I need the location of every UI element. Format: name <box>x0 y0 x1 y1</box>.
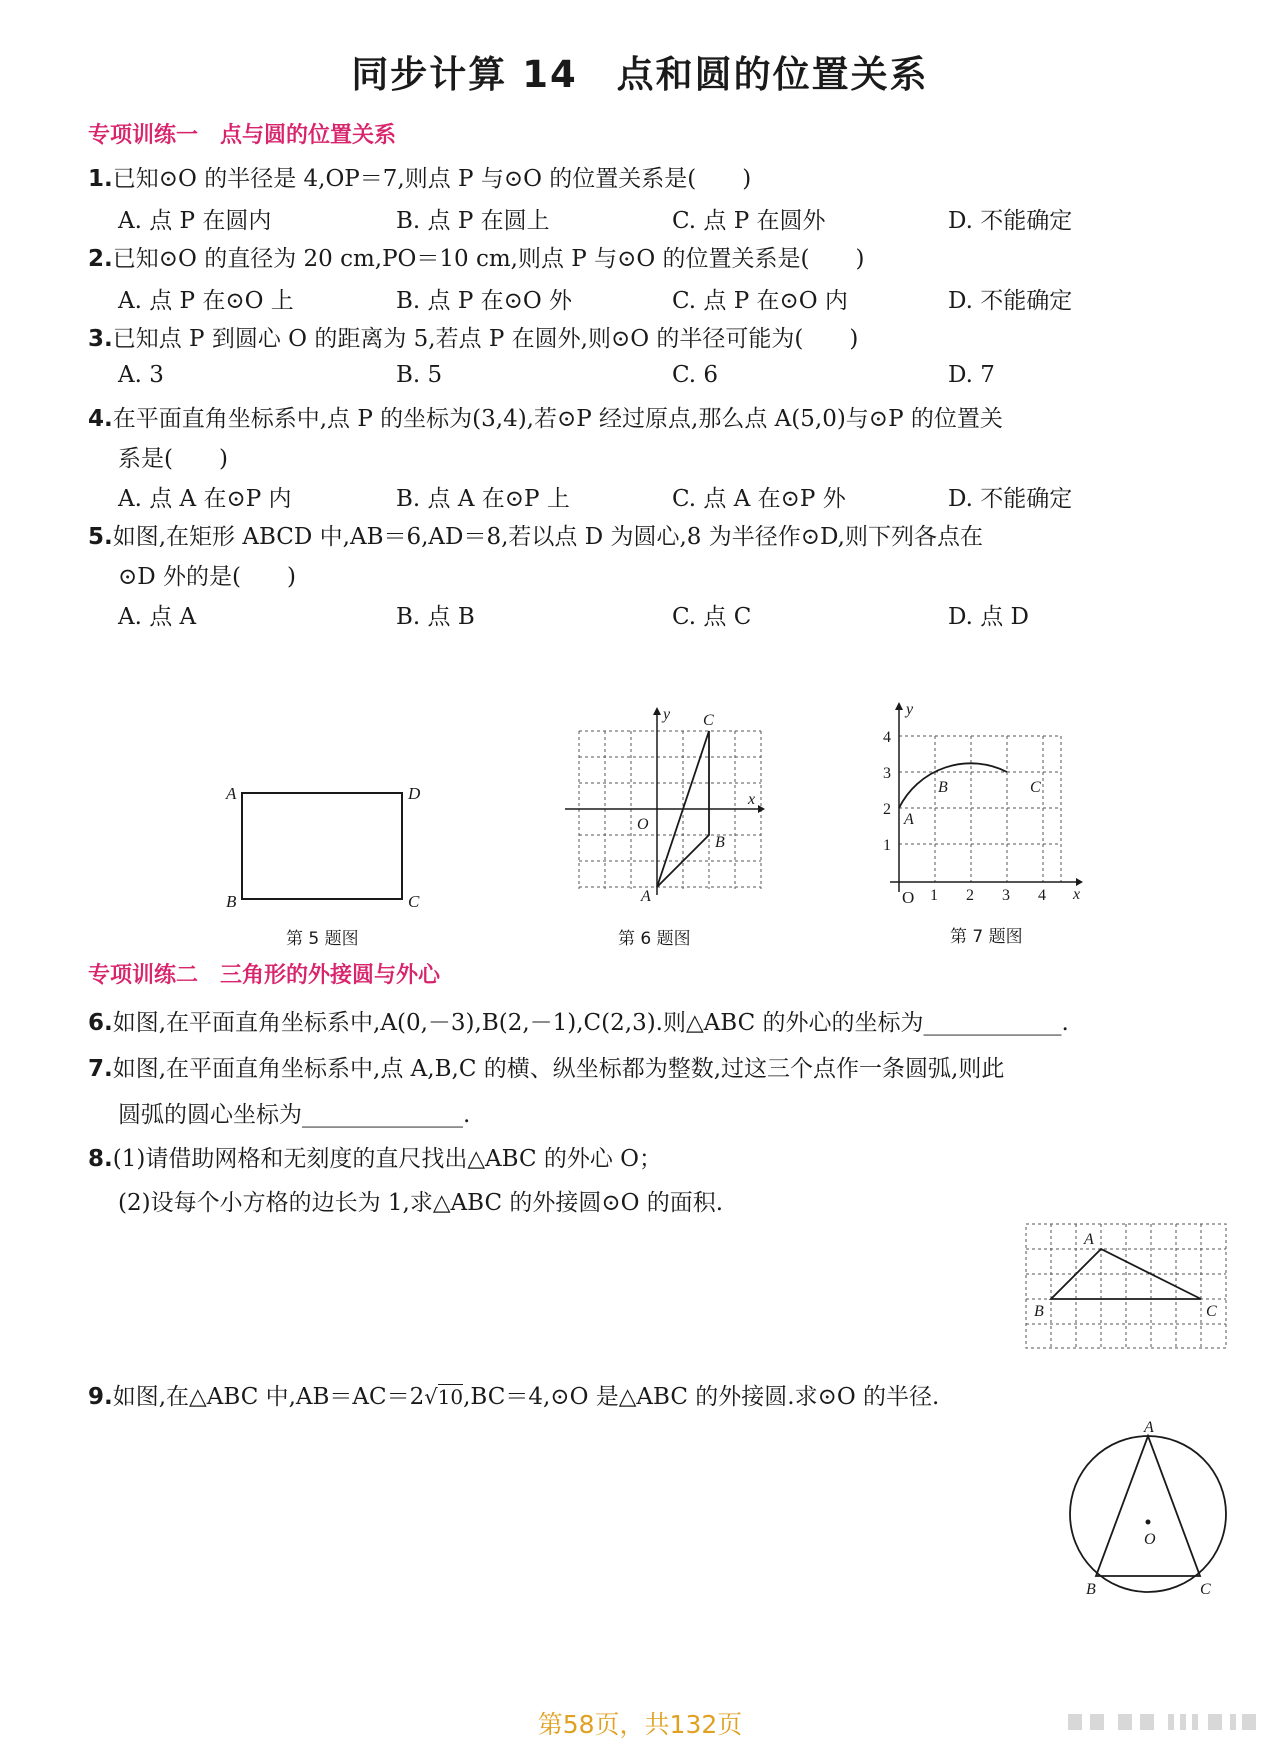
figure-5-rectangle <box>220 775 440 915</box>
option-a: A. 3 <box>118 362 164 388</box>
center-point <box>1146 1520 1151 1525</box>
option-d: D. 点 D <box>948 604 1029 630</box>
x-tick-1: 1 <box>930 887 938 904</box>
sqrt-radicand: 10 <box>437 1385 464 1409</box>
option-b: B. 点 P 在圆上 <box>396 208 550 234</box>
option-b: B. 点 B <box>396 604 475 630</box>
option-c: C. 点 A 在⊙P 外 <box>672 486 846 512</box>
question-3 <box>88 320 858 353</box>
question-number: 8. <box>88 1146 113 1172</box>
figure-8-grid <box>1020 1220 1230 1354</box>
question-4 <box>88 400 1003 433</box>
question-7-continued: 圆弧的圆心坐标为______________. <box>118 1102 471 1128</box>
label-a: A <box>641 888 651 905</box>
question-1 <box>88 160 751 193</box>
label-a: A <box>1084 1231 1094 1248</box>
question-text: 已知⊙O 的直径为 20 cm,PO＝10 cm,则点 P 与⊙O 的位置关系是( ) <box>112 246 865 272</box>
label-c: C <box>408 892 420 911</box>
figure-7-grid <box>880 700 1090 910</box>
question-text: 如图,在矩形 ABCD 中,AB＝6,AD＝8,若以点 D 为圆心,8 为半径作⊙D,则下列各点在 <box>112 524 983 550</box>
label-b: B <box>715 834 725 851</box>
label-x: x <box>748 791 756 808</box>
label-c: C <box>1200 1581 1211 1598</box>
question-number: 3. <box>88 326 113 352</box>
section-heading-2: 专项训练二 三角形的外接圆与外心 <box>88 963 441 988</box>
label-b: B <box>1034 1303 1044 1320</box>
x-tick-2: 2 <box>966 887 974 904</box>
arc-abc <box>899 763 1007 808</box>
section-heading-1: 专项训练一 点与圆的位置关系 <box>88 123 397 148</box>
option-a: A. 点 A 在⊙P 内 <box>118 486 292 512</box>
label-c: C <box>703 712 714 729</box>
option-a: A. 点 P 在⊙O 上 <box>118 288 294 314</box>
label-c: C <box>1030 779 1041 796</box>
question-number: 5. <box>88 524 113 550</box>
figure-5-caption: 第 5 题图 <box>286 929 359 949</box>
question-2 <box>88 240 864 273</box>
question-6 <box>88 1004 1069 1037</box>
circumcircle <box>1070 1436 1226 1592</box>
option-d: D. 不能确定 <box>948 486 1073 512</box>
question-text-continued: ,BC＝4,⊙O 是△ABC 的外接圆.求⊙O 的半径. <box>463 1384 940 1410</box>
label-x: x <box>1073 886 1081 903</box>
x-tick-3: 3 <box>1002 887 1010 904</box>
question-text: 已知点 P 到圆心 O 的距离为 5,若点 P 在圆外,则⊙O 的半径可能为( ) <box>112 326 859 352</box>
question-number: 4. <box>88 406 113 432</box>
y-tick-2: 2 <box>883 801 891 818</box>
question-text: 如图,在△ABC 中,AB＝AC＝2 <box>112 1384 425 1410</box>
question-4-continued: 系是( ) <box>118 446 228 472</box>
label-b: B <box>226 892 237 911</box>
question-5 <box>88 518 983 551</box>
option-c: C. 点 P 在圆外 <box>672 208 826 234</box>
option-a: A. 点 P 在圆内 <box>118 208 272 234</box>
option-a: A. 点 A <box>118 604 197 630</box>
label-a: A <box>226 784 237 803</box>
dashed-grid <box>1026 1224 1226 1348</box>
option-c: C. 点 C <box>672 604 752 630</box>
question-8 <box>88 1140 662 1173</box>
label-y: y <box>906 701 914 718</box>
label-o: O <box>1144 1531 1156 1548</box>
label-y: y <box>663 706 671 723</box>
question-number: 9. <box>88 1384 113 1410</box>
question-9 <box>88 1378 939 1411</box>
label-b: B <box>938 779 948 796</box>
label-a: A <box>1144 1419 1154 1436</box>
question-text: (1)请借助网格和无刻度的直尺找出△ABC 的外心 O； <box>112 1146 663 1172</box>
y-tick-3: 3 <box>883 765 891 782</box>
figure-9-circle <box>1060 1418 1240 1598</box>
sqrt-sign: √ <box>424 1385 438 1409</box>
figure-6-grid <box>555 705 765 905</box>
label-a: A <box>904 811 914 828</box>
question-text: 已知⊙O 的半径是 4,OP＝7,则点 P 与⊙O 的位置关系是( ) <box>112 166 752 192</box>
question-5-continued: ⊙D 外的是( ) <box>118 564 296 590</box>
option-d: D. 不能确定 <box>948 208 1073 234</box>
triangle-abc <box>1096 1436 1200 1576</box>
option-d: D. 7 <box>948 362 995 388</box>
scan-marks-decoration <box>1068 1712 1258 1732</box>
y-tick-1: 1 <box>883 837 891 854</box>
label-o: O <box>902 888 915 907</box>
x-axis-arrow <box>1076 878 1083 886</box>
question-text: 如图,在平面直角坐标系中,A(0,－3),B(2,－1),C(2,3).则△ABC 的外心的坐标为____________. <box>112 1010 1069 1036</box>
option-b: B. 5 <box>396 362 443 388</box>
y-tick-4: 4 <box>883 729 891 746</box>
option-b: B. 点 A 在⊙P 上 <box>396 486 570 512</box>
page-title: 同步计算 14 点和圆的位置关系 <box>351 53 929 96</box>
y-axis-arrow <box>895 702 903 710</box>
question-number: 6. <box>88 1010 113 1036</box>
label-o: O <box>637 816 649 833</box>
question-8-part-2: (2)设每个小方格的边长为 1,求△ABC 的外接圆⊙O 的面积. <box>118 1190 724 1216</box>
dashed-grid <box>899 736 1061 882</box>
x-tick-4: 4 <box>1038 887 1046 904</box>
dashed-grid <box>579 731 761 889</box>
option-b: B. 点 P 在⊙O 外 <box>396 288 573 314</box>
option-d: D. 不能确定 <box>948 288 1073 314</box>
question-number: 1. <box>88 166 113 192</box>
option-c: C. 点 P 在⊙O 内 <box>672 288 848 314</box>
question-text: 在平面直角坐标系中,点 P 的坐标为(3,4),若⊙P 经过原点,那么点 A(5,0)与⊙P 的位置关 <box>112 406 1003 432</box>
figure-7-caption: 第 7 题图 <box>950 927 1023 947</box>
label-b: B <box>1086 1581 1096 1598</box>
option-c: C. 6 <box>672 362 719 388</box>
label-d: D <box>408 784 421 803</box>
y-axis-arrow <box>653 707 661 715</box>
page-footer: 第58页，共132页 <box>537 1710 743 1739</box>
question-text: 如图,在平面直角坐标系中,点 A,B,C 的横、纵坐标都为整数,过这三个点作一条圆弧,则此 <box>112 1056 1005 1082</box>
question-number: 2. <box>88 246 113 272</box>
figure-6-caption: 第 6 题图 <box>618 929 691 949</box>
label-c: C <box>1206 1303 1217 1320</box>
question-number: 7. <box>88 1056 113 1082</box>
question-7 <box>88 1050 1004 1083</box>
rectangle-abcd <box>242 793 402 899</box>
